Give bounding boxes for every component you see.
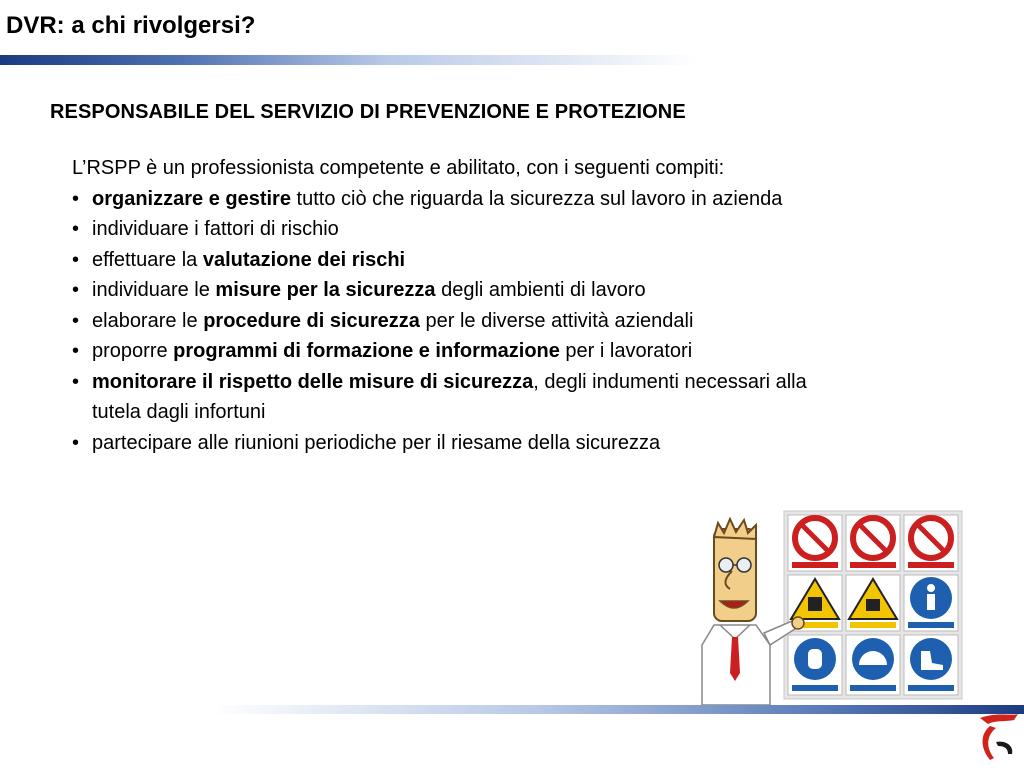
intro-text: L’RSPP è un professionista competente e abilitato, con i seguenti compiti: — [72, 157, 725, 179]
safety-illustration — [700, 505, 965, 705]
warning-sign-icon — [846, 575, 900, 631]
list-item: • organizzare e gestire tutto ciò che riguarda la sicurezza sul lavoro in azienda — [72, 184, 812, 215]
prohibition-sign-icon — [788, 515, 842, 571]
task-list — [72, 184, 812, 459]
safety-signs-board-icon — [784, 511, 962, 699]
list-item: • proporre programmi di formazione e informazione per i lavoratori — [72, 336, 812, 367]
slide-title: DVR: a chi rivolgersi? — [6, 12, 256, 39]
footer-divider — [210, 705, 1024, 714]
section-heading: RESPONSABILE DEL SERVIZIO DI PREVENZIONE E PROTEZIONE — [50, 101, 686, 123]
mandatory-sign-icon — [846, 635, 900, 695]
list-item: • individuare le misure per la sicurezza degli ambienti di lavoro — [72, 275, 812, 306]
prohibition-sign-icon — [846, 515, 900, 571]
content-body — [72, 153, 812, 458]
mandatory-sign-icon — [788, 635, 842, 695]
list-item: • effettuare la valutazione dei rischi — [72, 245, 812, 276]
list-item: • partecipare alle riunioni periodiche per il riesame della sicurezza — [72, 428, 812, 459]
list-item: • monitorare il rispetto delle misure di sicurezza, degli indumenti necessari alla tutela dagli infortuni — [72, 367, 812, 428]
company-logo-icon — [976, 712, 1020, 764]
mandatory-sign-icon — [904, 635, 958, 695]
list-item: • individuare i fattori di rischio — [72, 214, 812, 245]
title-divider — [0, 55, 700, 65]
mandatory-sign-icon — [904, 575, 958, 631]
list-item: • elaborare le procedure di sicurezza per le diverse attività aziendali — [72, 306, 812, 337]
prohibition-sign-icon — [904, 515, 958, 571]
